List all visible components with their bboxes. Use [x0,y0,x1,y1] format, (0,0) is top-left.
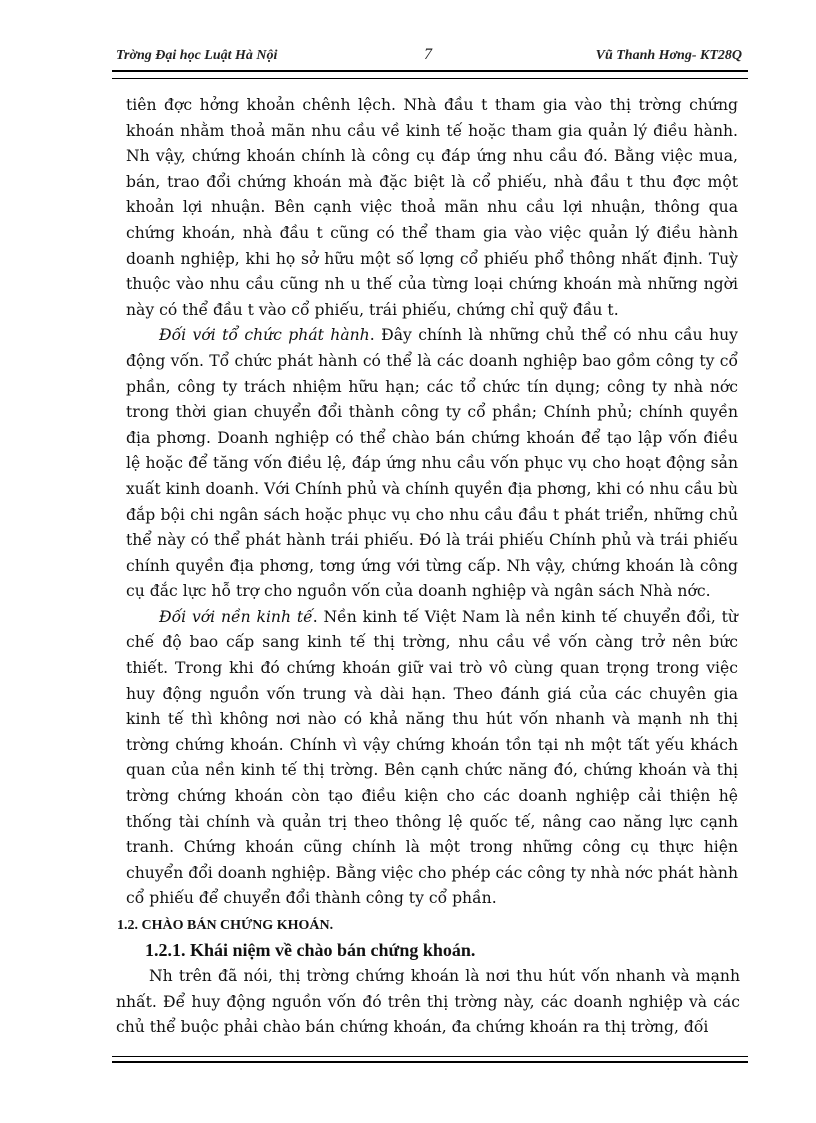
header-rule [112,70,748,79]
page-header [112,46,748,70]
paragraph-offering: Nh trên đã nói, thị trờng chứng khoán là nơi thu hút vốn nhanh và mạnh nhất. Để huy động nguồn vốn đó trên thị trờng này, các doanh nghiệp và các chủ thể buộc phải chào bán chứng khoán, đa chứng khoán ra thị trờng, đối [116,967,740,1037]
paragraph-economy-lead: Đối với nền kinh tế [159,607,313,626]
footer-rule [112,1056,748,1063]
paragraph-issuers-text: . Đây chính là những chủ thể có nhu cầu huy động vốn. Tổ chức phát hành có thể là các doanh nghiệp bao gồm công ty cổ phần, công ty trách nhiệm hữu hạn; các tổ chức tín dụng; công ty nhà nớc trong thời gian chuyển đổi thành công ty cổ phần; Chính phủ; chính quyền địa phơng. Doanh nghiệp có thể chào bán chứng khoán để tạo lập vốn điều lệ hoặc để tăng vốn điều lệ, đáp ứng nhu cầu vốn phục vụ cho hoạt động sản xuất kinh doanh. Với Chính phủ và chính quyền địa phơng, khi có nhu cầu bù đắp bội chi ngân sách hoặc phục vụ cho nhu cầu đầu t phát triển, những chủ thể này có thể phát hành trái phiếu. Đó là trái phiếu Chính phủ và trái phiếu chính quyền địa phơng, tơng ứng với từng cấp. Nh vậy, chứng khoán là công cụ đắc lực hỗ trợ cho nguồn vốn của doanh nghiệp và ngân sách Nhà nớc. [126,326,738,601]
header-school: Trờng Đại học Luật Hà Nội [116,48,278,63]
paragraph-issuers [126,323,738,605]
page-number: 7 [424,46,432,63]
paragraph-investors: tiên đợc hởng khoản chênh lệch. Nhà đầu t tham gia vào thị trờng chứng khoán nhằm thoả mãn nhu cầu về kinh tế hoặc tham gia quản lý điều hành. Nh vậy, chứng khoán chính là công cụ đáp ứng nhu cầu đó. Bằng việc mua, bán, trao đổi chứng khoán mà đặc biệt là cổ phiếu, nhà đầu t thu đợc một khoản lợi nhuận. Bên cạnh việc thoả mãn nhu cầu lợi nhuận, thông qua chứng khoán, nhà đầu t cũng có thể tham gia vào việc quản lý điều hành doanh nghiệp, khi họ sở hữu một số lợng cổ phiếu phổ thông nhất định. Tuỳ thuộc vào nhu cầu cũng nh u thế của từng loại chứng khoán mà những ngời này có thể đầu t vào cổ phiếu, trái phiếu, chứng chỉ quỹ đầu t. [126,96,738,319]
paragraph-issuers-lead: Đối với tổ chức phát hành [159,326,370,345]
paragraph-economy-text: . Nền kinh tế Việt Nam là nền kinh tế chuyển đổi, từ chế độ bao cấp sang kinh tế thị trờng, nhu cầu về vốn càng trở nên bức thiết. Trong khi đó chứng khoán giữ vai trò vô cùng quan trọng trong việc huy động nguồn vốn trung và dài hạn. Theo đánh giá của các chuyên gia kinh tế thì không nơi nào có khả năng thu hút vốn nhanh và mạnh nh thị trờng chứng khoán. Chính vì vậy chứng khoán tồn tại nh một tất yếu khách quan của nền kinh tế thị trờng. Bên cạnh chức năng đó, chứng khoán và thị trờng chứng khoán còn tạo điều kiện cho các doanh nghiệp cải thiện hệ thống tài chính và quản trị theo thông lệ quốc tế, nâng cao năng lực cạnh tranh. Chứng khoán cũng chính là một trong những công cụ thực hiện chuyển đổi doanh nghiệp. Bằng việc cho phép các công ty nhà nớc phát hành cổ phiếu để chuyển đổi thành công ty cổ phần. [126,607,738,908]
paragraph-economy [126,605,738,912]
header-author: Vũ Thanh Hơng- KT28Q [595,48,742,63]
section-heading: 1.2. CHÀO BÁN CHỨNG KHOÁN. [117,918,334,933]
page-body [116,93,740,1041]
subsection-heading: 1.2.1. Khái niệm về chào bán chứng khoán. [145,940,476,960]
